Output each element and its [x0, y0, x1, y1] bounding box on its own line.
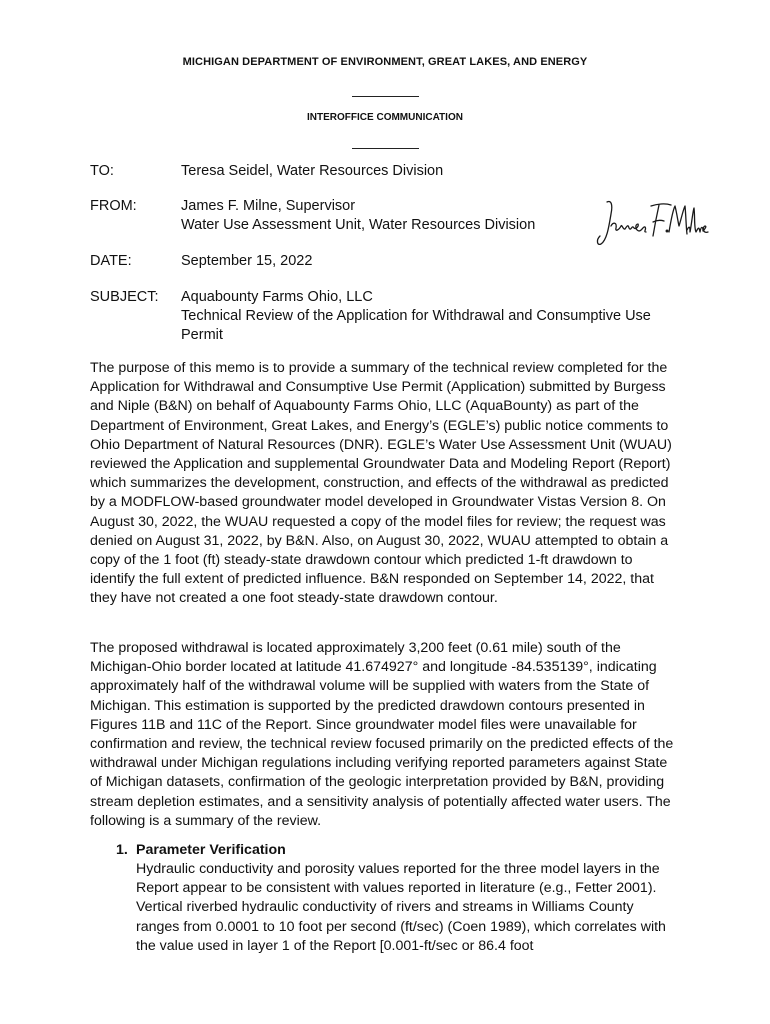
subject-description: Technical Review of the Application for Withdrawal and Consumptive Use Permit — [181, 308, 651, 343]
subject-label: SUBJECT: — [90, 289, 159, 305]
subject-company: Aquabounty Farms Ohio, LLC — [181, 289, 373, 305]
section-title: Parameter Verification — [136, 842, 286, 858]
heading-divider — [352, 96, 419, 97]
date-label: DATE: — [90, 253, 132, 269]
memo-type-heading: INTEROFFICE COMMUNICATION — [307, 112, 463, 123]
section-body: Hydraulic conductivity and porosity values reported for the three model layers in the Report appear to be consistent with values reported in literature (e.g., Fetter 2001). Vertical riverbed hydraulic conductivity of rivers and streams in Williams County ranges from 0.0001 to 10 foot per second (ft/sec) (Coen 1989), which correlates with the value used in layer 1 of the Report [0.001-ft/sec or 86.4 foot — [136, 861, 666, 954]
department-heading: MICHIGAN DEPARTMENT OF ENVIRONMENT, GREAT LAKES, AND ENERGY — [182, 56, 588, 68]
date-value: September 15, 2022 — [181, 253, 313, 269]
to-value: Teresa Seidel, Water Resources Division — [181, 163, 444, 179]
heading-divider — [352, 148, 419, 149]
from-name: James F. Milne, Supervisor — [181, 198, 356, 214]
to-label: TO: — [90, 163, 114, 179]
from-label: FROM: — [90, 198, 137, 214]
section-number: 1. — [116, 842, 128, 858]
subject-value — [181, 288, 681, 345]
signature-image — [595, 196, 710, 252]
from-unit: Water Use Assessment Unit, Water Resources Division — [181, 217, 536, 233]
body-paragraph-location: The proposed withdrawal is located approximately 3,200 feet (0.61 mile) south of the Michigan-Ohio border located at latitude 41.674927° and longitude -84.535139°, indicating approximately half of the withdrawal volume will be supplied with waters from the State of Michigan. This estimation is supported by the predicted drawdown contours presented in Figures 11B and 11C of the Report. Since groundwater model files were unavailable for confirmation and review, the technical review focused primarily on the predicted effects of the withdrawal under Michigan regulations including verifying reported parameters against State of Michigan datasets, confirmation of the geologic interpretation provided by B&N, providing stream depletion estimates, and a sensitivity analysis of potentially affected water users. The following is a summary of the review. — [90, 640, 674, 829]
body-paragraph-purpose: The purpose of this memo is to provide a summary of the technical review completed for the Application for Withdrawal and Consumptive Use Permit (Application) submitted by Burgess and Niple (B&N) on behalf of Aquabounty Farms Ohio, LLC (AquaBounty) as part of the Department of Environment, Great Lakes, and Energy’s (EGLE’s) public notice comments to Ohio Department of Natural Resources (DNR). EGLE’s Water Use Assessment Unit (WUAU) reviewed the Application and supplemental Groundwater Data and Modeling Report (Report) which summarizes the development, construction, and effects of the withdrawal as predicted by a MODFLOW-based groundwater model developed in Groundwater Vistas Version 8. On August 30, 2022, the WUAU requested a copy of the model files for review; the request was denied on August 31, 2022, by B&N. Also, on August 30, 2022, WUAU attempted to obtain a copy of the 1 foot (ft) steady-state drawdown contour which predicted 1-ft drawdown to identify the full extent of predicted influence. B&N responded on September 14, 2022, that they have not created a one foot steady-state drawdown contour. — [90, 360, 672, 607]
